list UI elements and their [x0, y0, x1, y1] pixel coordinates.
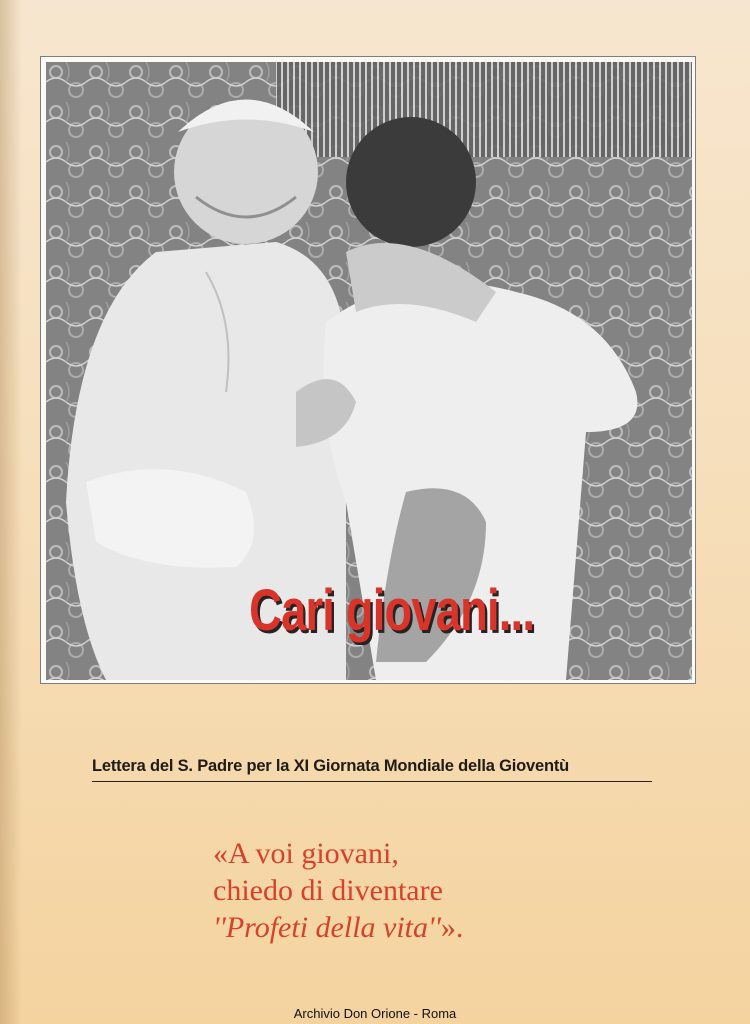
pull-quote [213, 835, 633, 946]
subtitle-underline [92, 781, 652, 782]
quote-closing: ». [440, 911, 464, 944]
photo-frame [40, 56, 696, 684]
photograph [46, 62, 692, 680]
page-spine-shadow [0, 0, 22, 1024]
subtitle: Lettera del S. Padre per la XI Giornata Mondiale della Gioventù [92, 757, 570, 775]
quote-line-2: chiedo di diventare [213, 874, 443, 907]
quote-line-1: «A voi giovani, [213, 837, 399, 870]
quote-line-3 [213, 909, 633, 946]
quote-italic-phrase: ''Profeti della vita'' [213, 911, 441, 944]
photo-title: Cari giovani... [249, 578, 535, 643]
archive-watermark: Archivio Don Orione - Roma [293, 1006, 457, 1021]
